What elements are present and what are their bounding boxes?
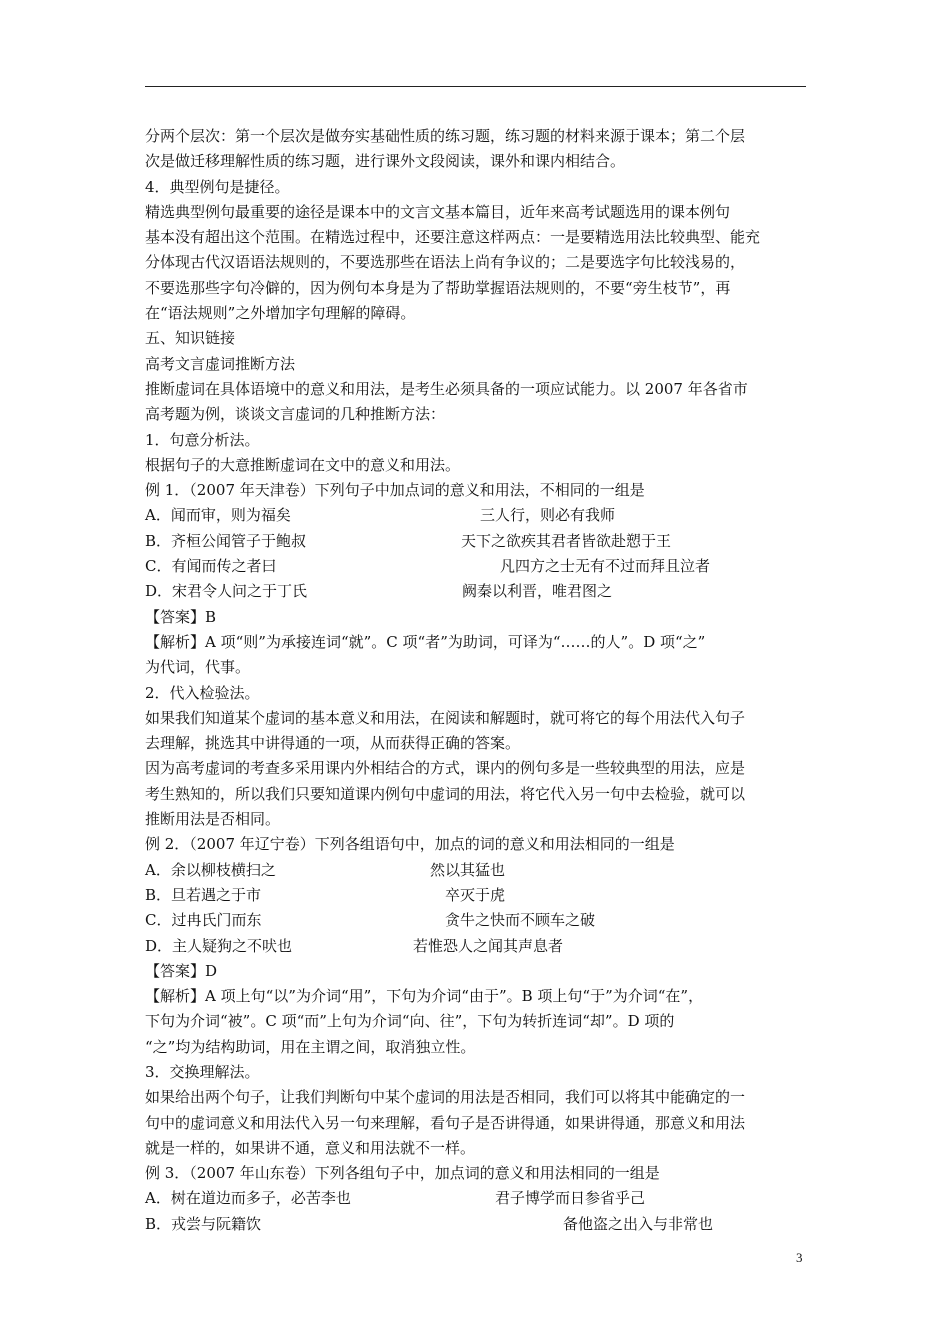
option-left: D．宋君令人问之于丁氏: [145, 582, 308, 601]
option-right: 若惟恐人之闻其声息者: [413, 936, 564, 955]
text-line: 为代词，代事。: [145, 658, 251, 677]
text-line: 如果给出两个句子，让我们判断句中某个虚词的用法是否相同，我们可以将其中能确定的一: [145, 1088, 746, 1107]
subsection-title: 高考文言虚词推断方法: [145, 354, 296, 373]
text-line: 推断虚词在具体语境中的意义和用法，是考生必须具备的一项应试能力。以 2007 年各省市: [145, 379, 748, 398]
option-right: 天下之欲疾其君者皆欲赴愬于王: [461, 531, 672, 550]
text-line: 如果我们知道某个虚词的基本意义和用法，在阅读和解题时，就可将它的每个用法代入句子: [145, 708, 746, 727]
option-right: 君子博学而日参省乎己: [495, 1189, 646, 1208]
text-line: 下句为介词“被”。C 项“而”上句为介词“向、往”，下句为转折连词“却”。D 项的: [145, 1012, 675, 1031]
text-line: 句中的虚词意义和用法代入另一句来理解，看句子是否讲得通，如果讲得通，那意义和用法: [145, 1113, 746, 1132]
option-row: [145, 883, 813, 908]
example-question: 例 3．（2007 年山东卷）下列各组句子中，加点词的意义和用法相同的一组是: [145, 1164, 660, 1183]
text-line: 分体现古代汉语语法规则的，不要选那些在语法上尚有争议的；二是要选字句比较浅易的，: [145, 253, 746, 272]
example-question: 例 2．（2007 年辽宁卷）下列各组语句中，加点的词的意义和用法相同的一组是: [145, 835, 675, 854]
option-left: B．旦若遇之于市: [145, 885, 262, 904]
option-right: 卒灭于虎: [445, 885, 506, 904]
option-left: D．主人疑狗之不吠也: [145, 936, 293, 955]
text-line: 因为高考虚词的考查多采用课内外相结合的方式，课内的例句多是一些较典型的用法，应是: [145, 759, 746, 778]
method-heading: 3．交换理解法。: [145, 1062, 260, 1081]
text-line: 去理解，挑选其中讲得通的一项，从而获得正确的答案。: [145, 734, 521, 753]
option-left: A．树在道边而多子，必苦李也: [145, 1189, 351, 1208]
text-line: “之”均为结构助词，用在主谓之间，取消独立性。: [145, 1037, 476, 1056]
option-right: 阙秦以利晋，唯君图之: [462, 582, 613, 601]
text-line: 考生熟知的，所以我们只要知道课内例句中虚词的用法，将它代入另一句中去检验，就可以: [145, 784, 746, 803]
option-right: 三人行，则必有我师: [480, 506, 616, 525]
answer-line: 【答案】D: [145, 961, 218, 980]
option-right: 凡四方之士无有不过而拜且泣者: [500, 557, 711, 576]
section-heading: 4．典型例句是捷径。: [145, 177, 290, 196]
text-line: 基本没有超出这个范围。在精选过程中，还要注意这样两点：一是要精选用法比较典型、能充: [145, 228, 761, 247]
option-left: B．齐桓公闻管子于鲍叔: [145, 531, 307, 550]
option-row: [145, 503, 813, 528]
analysis-line: 【解析】A 项上句“以”为介词“用”，下句为介词“由于”。B 项上句“于”为介词“在”，: [145, 987, 704, 1006]
text-line: 次是做迁移理解性质的练习题，进行课外文段阅读，课外和课内相结合。: [145, 152, 626, 171]
method-heading: 2．代入检验法。: [145, 683, 260, 702]
page-body: [145, 124, 813, 1237]
text-line: 高考题为例，谈谈文言虚词的几种推断方法：: [145, 405, 446, 424]
text-line: 精选典型例句最重要的途径是课本中的文言文基本篇目，近年来高考试题选用的课本例句: [145, 202, 731, 221]
answer-line: 【答案】B: [145, 607, 217, 626]
section-heading: 五、知识链接: [145, 329, 236, 348]
option-row: [145, 529, 813, 554]
option-row: [145, 858, 813, 883]
example-question: 例 1．（2007 年天津卷）下列句子中加点词的意义和用法，不相同的一组是: [145, 481, 645, 500]
option-row: [145, 908, 813, 933]
option-left: A．闻而审，则为福矣: [145, 506, 291, 525]
option-left: A．余以柳枝横扫之: [145, 860, 276, 879]
option-row: [145, 1186, 813, 1211]
text-line: 根据句子的大意推断虚词在文中的意义和用法。: [145, 455, 461, 474]
analysis-line: 【解析】A 项“则”为承接连词“就”。C 项“者”为助词，可译为“……的人”。D 项“之”: [145, 632, 706, 651]
option-row: [145, 934, 813, 959]
option-right: 然以其猛也: [430, 860, 506, 879]
text-line: 不要选那些字句冷僻的，因为例句本身是为了帮助掌握语法规则的，不要“旁生枝节”，再: [145, 278, 731, 297]
page-number: 3: [796, 1250, 803, 1265]
text-line: 在“语法规则”之外增加字句理解的障碍。: [145, 304, 416, 323]
option-row: [145, 579, 813, 604]
option-left: B．戎尝与阮籍饮: [145, 1214, 262, 1233]
option-row: [145, 554, 813, 579]
text-line: 推断用法是否相同。: [145, 810, 281, 829]
option-left: C．有闻而传之者曰: [145, 557, 277, 576]
text-line: 就是一样的，如果讲不通，意义和用法就不一样。: [145, 1138, 476, 1157]
method-heading: 1．句意分析法。: [145, 430, 260, 449]
option-right: 贪牛之快而不顾车之破: [445, 911, 596, 930]
option-left: C．过冉氏门而东: [145, 911, 262, 930]
header-rule: [145, 86, 806, 87]
option-right: 备他盗之出入与非常也: [563, 1214, 714, 1233]
option-row: [145, 1212, 813, 1237]
text-line: 分两个层次：第一个层次是做夯实基础性质的练习题，练习题的材料来源于课本；第二个层: [145, 127, 746, 145]
